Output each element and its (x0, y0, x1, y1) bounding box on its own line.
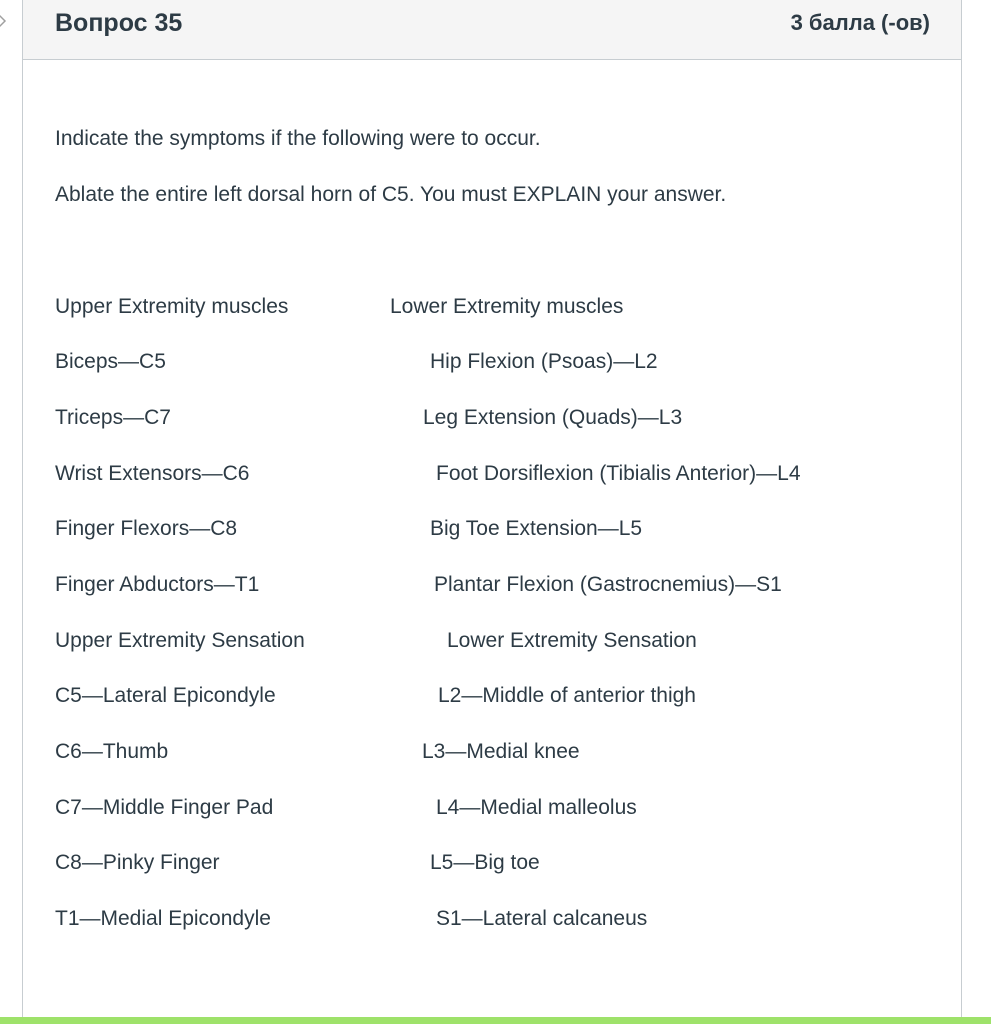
row-right: Plantar Flexion (Gastrocnemius)—S1 (434, 573, 782, 596)
row-left: C8—Pinky Finger (55, 851, 220, 874)
table-row (55, 684, 945, 714)
table-row (55, 796, 945, 826)
question-header (23, 0, 961, 60)
table-row (55, 295, 945, 325)
prompt-line-1: Indicate the symptoms if the following were to occur. (55, 127, 541, 150)
row-left: Wrist Extensors—C6 (55, 462, 250, 485)
row-left: Finger Flexors—C8 (55, 517, 238, 540)
row-right: L5—Big toe (430, 851, 540, 874)
row-left: T1—Medial Epicondyle (55, 907, 271, 930)
row-right: Big Toe Extension—L5 (430, 517, 643, 540)
row-left: Upper Extremity Sensation (55, 629, 305, 652)
table-row (55, 573, 945, 603)
row-left: C5—Lateral Epicondyle (55, 684, 276, 707)
table-row (55, 907, 945, 937)
question-points: 3 балла (-ов) (790, 10, 930, 35)
row-right: L2—Middle of anterior thigh (438, 684, 696, 707)
row-left: Finger Abductors—T1 (55, 573, 260, 596)
table-row (55, 851, 945, 881)
row-left: Biceps—C5 (55, 350, 166, 373)
table-row (55, 517, 945, 547)
row-right: Foot Dorsiflexion (Tibialis Anterior)—L4 (436, 462, 801, 485)
row-right: L3—Medial knee (422, 740, 580, 763)
table-row (55, 406, 945, 436)
row-left: Triceps—C7 (55, 406, 171, 429)
row-right: Lower Extremity muscles (390, 295, 624, 318)
table-row (55, 740, 945, 770)
row-right: L4—Medial malleolus (436, 796, 637, 819)
row-left: C6—Thumb (55, 740, 169, 763)
table-row (55, 350, 945, 380)
row-right: S1—Lateral calcaneus (436, 907, 648, 930)
table-row (55, 629, 945, 659)
chevron-right-icon[interactable] (0, 10, 8, 32)
row-right: Lower Extremity Sensation (447, 629, 697, 652)
question-title: Вопрос 35 (55, 9, 183, 37)
question-card (22, 0, 962, 1024)
progress-bar (0, 1017, 991, 1024)
row-left: Upper Extremity muscles (55, 295, 289, 318)
row-right: Leg Extension (Quads)—L3 (423, 406, 683, 429)
row-right: Hip Flexion (Psoas)—L2 (430, 350, 658, 373)
table-row (55, 462, 945, 492)
row-left: C7—Middle Finger Pad (55, 796, 274, 819)
prompt-line-2: Ablate the entire left dorsal horn of C5. You must EXPLAIN your answer. (55, 183, 727, 206)
